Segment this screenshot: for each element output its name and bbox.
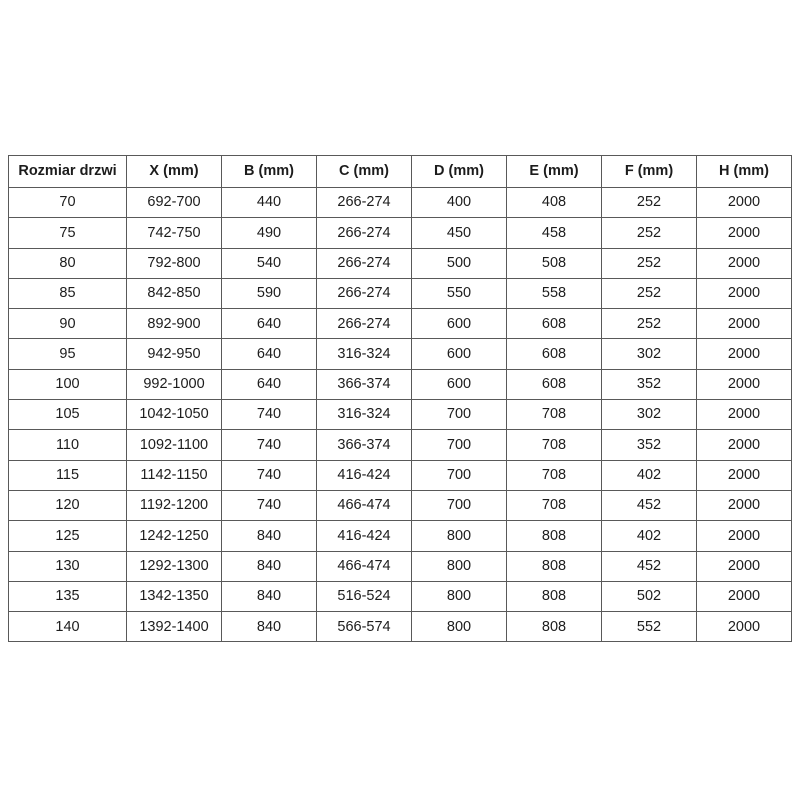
cell-b-mm: 840 (222, 551, 317, 581)
table-row-size-85 (9, 278, 792, 308)
cell-e-mm: 808 (507, 612, 602, 642)
cell-x-mm: 792-800 (127, 248, 222, 278)
table-row-size-135 (9, 581, 792, 611)
cell-f-mm: 452 (602, 490, 697, 520)
cell-e-mm: 708 (507, 460, 602, 490)
cell-rozmiar-drzwi: 115 (9, 460, 127, 490)
cell-c-mm: 466-474 (317, 551, 412, 581)
cell-b-mm: 490 (222, 218, 317, 248)
cell-h-mm: 2000 (697, 278, 792, 308)
cell-e-mm: 808 (507, 551, 602, 581)
cell-c-mm: 516-524 (317, 581, 412, 611)
cell-x-mm: 1342-1350 (127, 581, 222, 611)
cell-f-mm: 252 (602, 309, 697, 339)
cell-f-mm: 252 (602, 248, 697, 278)
cell-h-mm: 2000 (697, 581, 792, 611)
cell-rozmiar-drzwi: 120 (9, 490, 127, 520)
cell-d-mm: 700 (412, 430, 507, 460)
door-size-table (8, 155, 792, 642)
cell-b-mm: 440 (222, 188, 317, 218)
cell-rozmiar-drzwi: 70 (9, 188, 127, 218)
table-row-size-110 (9, 430, 792, 460)
door-size-table-container (8, 155, 792, 642)
cell-b-mm: 640 (222, 339, 317, 369)
table-row-size-120 (9, 490, 792, 520)
cell-f-mm: 402 (602, 460, 697, 490)
cell-rozmiar-drzwi: 130 (9, 551, 127, 581)
cell-f-mm: 502 (602, 581, 697, 611)
table-row-size-115 (9, 460, 792, 490)
cell-rozmiar-drzwi: 85 (9, 278, 127, 308)
cell-x-mm: 1192-1200 (127, 490, 222, 520)
cell-h-mm: 2000 (697, 460, 792, 490)
cell-f-mm: 552 (602, 612, 697, 642)
cell-c-mm: 566-574 (317, 612, 412, 642)
cell-d-mm: 500 (412, 248, 507, 278)
cell-e-mm: 608 (507, 309, 602, 339)
cell-d-mm: 700 (412, 400, 507, 430)
cell-d-mm: 800 (412, 581, 507, 611)
cell-h-mm: 2000 (697, 612, 792, 642)
cell-c-mm: 416-424 (317, 460, 412, 490)
cell-h-mm: 2000 (697, 369, 792, 399)
column-header-f-mm: F (mm) (602, 156, 697, 188)
cell-x-mm: 992-1000 (127, 369, 222, 399)
cell-d-mm: 800 (412, 551, 507, 581)
cell-e-mm: 508 (507, 248, 602, 278)
cell-rozmiar-drzwi: 100 (9, 369, 127, 399)
cell-f-mm: 252 (602, 218, 697, 248)
cell-b-mm: 740 (222, 460, 317, 490)
cell-rozmiar-drzwi: 110 (9, 430, 127, 460)
cell-c-mm: 316-324 (317, 339, 412, 369)
cell-h-mm: 2000 (697, 248, 792, 278)
cell-rozmiar-drzwi: 140 (9, 612, 127, 642)
cell-f-mm: 352 (602, 430, 697, 460)
cell-x-mm: 1392-1400 (127, 612, 222, 642)
cell-e-mm: 808 (507, 581, 602, 611)
cell-x-mm: 942-950 (127, 339, 222, 369)
cell-b-mm: 640 (222, 309, 317, 339)
cell-e-mm: 608 (507, 339, 602, 369)
cell-d-mm: 700 (412, 460, 507, 490)
cell-c-mm: 266-274 (317, 309, 412, 339)
cell-e-mm: 608 (507, 369, 602, 399)
column-header-c-mm: C (mm) (317, 156, 412, 188)
cell-e-mm: 708 (507, 430, 602, 460)
cell-c-mm: 416-424 (317, 521, 412, 551)
cell-f-mm: 402 (602, 521, 697, 551)
cell-h-mm: 2000 (697, 309, 792, 339)
cell-rozmiar-drzwi: 135 (9, 581, 127, 611)
cell-c-mm: 366-374 (317, 430, 412, 460)
table-row-size-125 (9, 521, 792, 551)
cell-c-mm: 266-274 (317, 248, 412, 278)
cell-rozmiar-drzwi: 125 (9, 521, 127, 551)
cell-h-mm: 2000 (697, 551, 792, 581)
cell-x-mm: 1042-1050 (127, 400, 222, 430)
cell-d-mm: 800 (412, 612, 507, 642)
table-body (9, 188, 792, 642)
column-header-b-mm: B (mm) (222, 156, 317, 188)
cell-h-mm: 2000 (697, 400, 792, 430)
cell-d-mm: 600 (412, 309, 507, 339)
column-header-rozmiar-drzwi: Rozmiar drzwi (9, 156, 127, 188)
table-row-size-95 (9, 339, 792, 369)
cell-x-mm: 1092-1100 (127, 430, 222, 460)
cell-e-mm: 558 (507, 278, 602, 308)
cell-b-mm: 540 (222, 248, 317, 278)
table-row-size-75 (9, 218, 792, 248)
cell-e-mm: 708 (507, 490, 602, 520)
column-header-e-mm: E (mm) (507, 156, 602, 188)
cell-b-mm: 740 (222, 400, 317, 430)
cell-f-mm: 302 (602, 400, 697, 430)
cell-rozmiar-drzwi: 105 (9, 400, 127, 430)
cell-f-mm: 302 (602, 339, 697, 369)
cell-x-mm: 1292-1300 (127, 551, 222, 581)
cell-c-mm: 316-324 (317, 400, 412, 430)
cell-f-mm: 352 (602, 369, 697, 399)
table-header-row (9, 156, 792, 188)
table-row-size-105 (9, 400, 792, 430)
cell-rozmiar-drzwi: 90 (9, 309, 127, 339)
cell-d-mm: 600 (412, 339, 507, 369)
cell-x-mm: 742-750 (127, 218, 222, 248)
cell-x-mm: 892-900 (127, 309, 222, 339)
column-header-x-mm: X (mm) (127, 156, 222, 188)
cell-e-mm: 708 (507, 400, 602, 430)
cell-rozmiar-drzwi: 95 (9, 339, 127, 369)
cell-c-mm: 266-274 (317, 218, 412, 248)
cell-d-mm: 400 (412, 188, 507, 218)
cell-b-mm: 840 (222, 581, 317, 611)
cell-x-mm: 1242-1250 (127, 521, 222, 551)
cell-x-mm: 842-850 (127, 278, 222, 308)
cell-x-mm: 1142-1150 (127, 460, 222, 490)
cell-c-mm: 466-474 (317, 490, 412, 520)
cell-d-mm: 450 (412, 218, 507, 248)
cell-b-mm: 590 (222, 278, 317, 308)
cell-f-mm: 452 (602, 551, 697, 581)
cell-h-mm: 2000 (697, 339, 792, 369)
column-header-d-mm: D (mm) (412, 156, 507, 188)
cell-x-mm: 692-700 (127, 188, 222, 218)
cell-h-mm: 2000 (697, 218, 792, 248)
table-row-size-80 (9, 248, 792, 278)
cell-e-mm: 808 (507, 521, 602, 551)
cell-rozmiar-drzwi: 80 (9, 248, 127, 278)
cell-e-mm: 408 (507, 188, 602, 218)
table-row-size-140 (9, 612, 792, 642)
table-row-size-90 (9, 309, 792, 339)
cell-b-mm: 640 (222, 369, 317, 399)
cell-b-mm: 840 (222, 521, 317, 551)
column-header-h-mm: H (mm) (697, 156, 792, 188)
cell-d-mm: 600 (412, 369, 507, 399)
cell-b-mm: 740 (222, 430, 317, 460)
cell-b-mm: 840 (222, 612, 317, 642)
table-row-size-70 (9, 188, 792, 218)
cell-c-mm: 366-374 (317, 369, 412, 399)
cell-h-mm: 2000 (697, 430, 792, 460)
cell-f-mm: 252 (602, 188, 697, 218)
table-row-size-100 (9, 369, 792, 399)
cell-e-mm: 458 (507, 218, 602, 248)
cell-f-mm: 252 (602, 278, 697, 308)
cell-c-mm: 266-274 (317, 278, 412, 308)
cell-c-mm: 266-274 (317, 188, 412, 218)
cell-h-mm: 2000 (697, 188, 792, 218)
cell-b-mm: 740 (222, 490, 317, 520)
cell-d-mm: 800 (412, 521, 507, 551)
cell-d-mm: 700 (412, 490, 507, 520)
cell-h-mm: 2000 (697, 490, 792, 520)
cell-rozmiar-drzwi: 75 (9, 218, 127, 248)
cell-d-mm: 550 (412, 278, 507, 308)
table-head (9, 156, 792, 188)
cell-h-mm: 2000 (697, 521, 792, 551)
table-row-size-130 (9, 551, 792, 581)
